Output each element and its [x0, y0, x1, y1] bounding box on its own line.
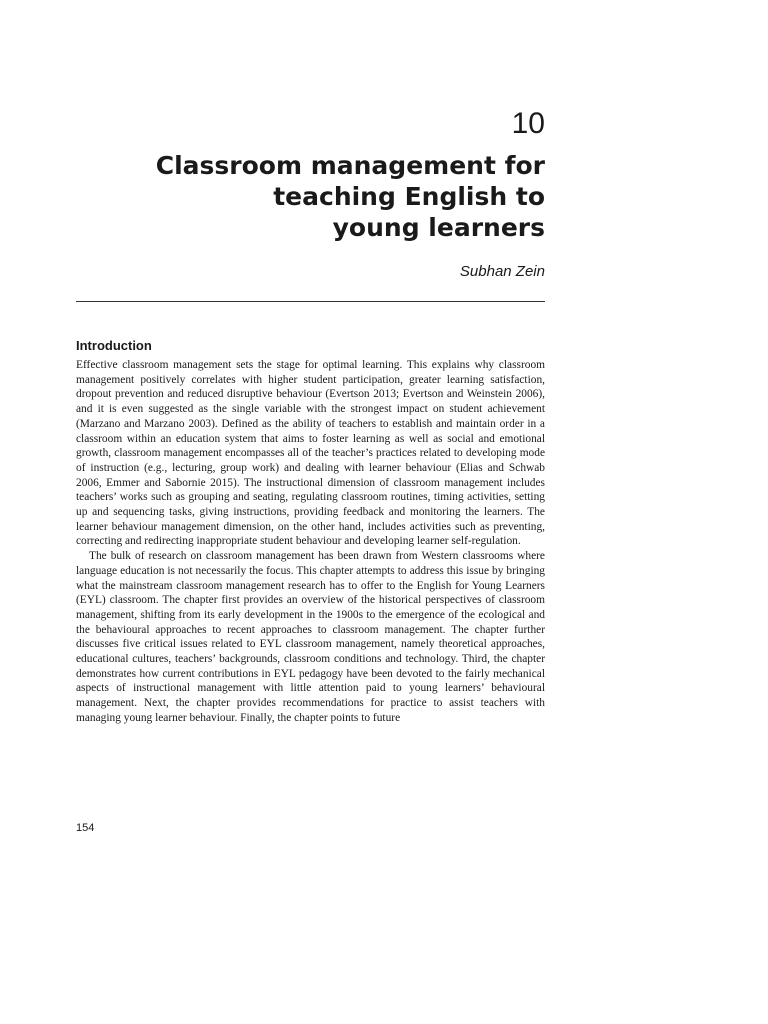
- section-heading: Introduction: [76, 338, 152, 353]
- book-page: [76, 0, 545, 1024]
- chapter-number: 10: [511, 107, 545, 140]
- title-divider: [76, 301, 545, 302]
- paragraph: Effective classroom management sets the stage for optimal learning. This explains why classroom management positively correlates with higher student participation, greater learning satisfaction, dropout prevention and reduced disruptive behaviour (Evertson 2013; Evertson and Weinstein 2006), and it is even suggested as the single variable with the strongest impact on student achievement (Marzano and Marzano 2003). Defined as the ability of teachers to establish and maintain order in a classroom within an education system that aims to foster learning as well as social and emotional growth, classroom management encompasses all of the teacher’s practices related to developing mode of instruction (e.g., lecturing, group work) and dealing with learner behaviour (Elias and Schwab 2006, Emmer and Sabornie 2015). The instructional dimension of classroom management includes teachers’ works such as grouping and seating, regulating classroom routines, timing activities, setting up and sequencing tasks, giving instructions, providing feedback and monitoring the learners. The learner behaviour management dimension, on the other hand, includes activities such as preventing, correcting and redirecting inappropriate student behaviour and developing learner self-regulation.: [76, 359, 545, 548]
- paragraph: The bulk of research on classroom management has been drawn from Western classrooms where language education is not necessarily the focus. This chapter attempts to address this issue by bringing what the mainstream classroom management research has to offer to the English for Young Learners (EYL) classroom. The chapter first provides an overview of the historical perspectives of classroom management, shifting from its early development in the 1900s to the emergence of the ecological and the behavioural approaches to recent approaches to classroom management. The chapter further discusses five critical issues related to EYL classroom management, namely theoretical approaches, educational cultures, teachers’ backgrounds, classroom conditions and technology. Third, the chapter demonstrates how current contributions in EYL pedagogy have been devoted to the fairly mechanical aspects of instructional management with little attention paid to young learners’ behavioural management. Next, the chapter provides recommendations for practice to assist teachers with managing young learner behaviour. Finally, the chapter points to future: [76, 550, 545, 724]
- chapter-title: [76, 150, 545, 243]
- body-text: [76, 358, 545, 726]
- chapter-title-line: Classroom management for: [155, 151, 545, 180]
- chapter-title-line: teaching English to: [273, 182, 545, 211]
- page-number: 154: [76, 822, 95, 834]
- chapter-author: Subhan Zein: [459, 263, 545, 280]
- chapter-title-line: young learners: [332, 213, 545, 242]
